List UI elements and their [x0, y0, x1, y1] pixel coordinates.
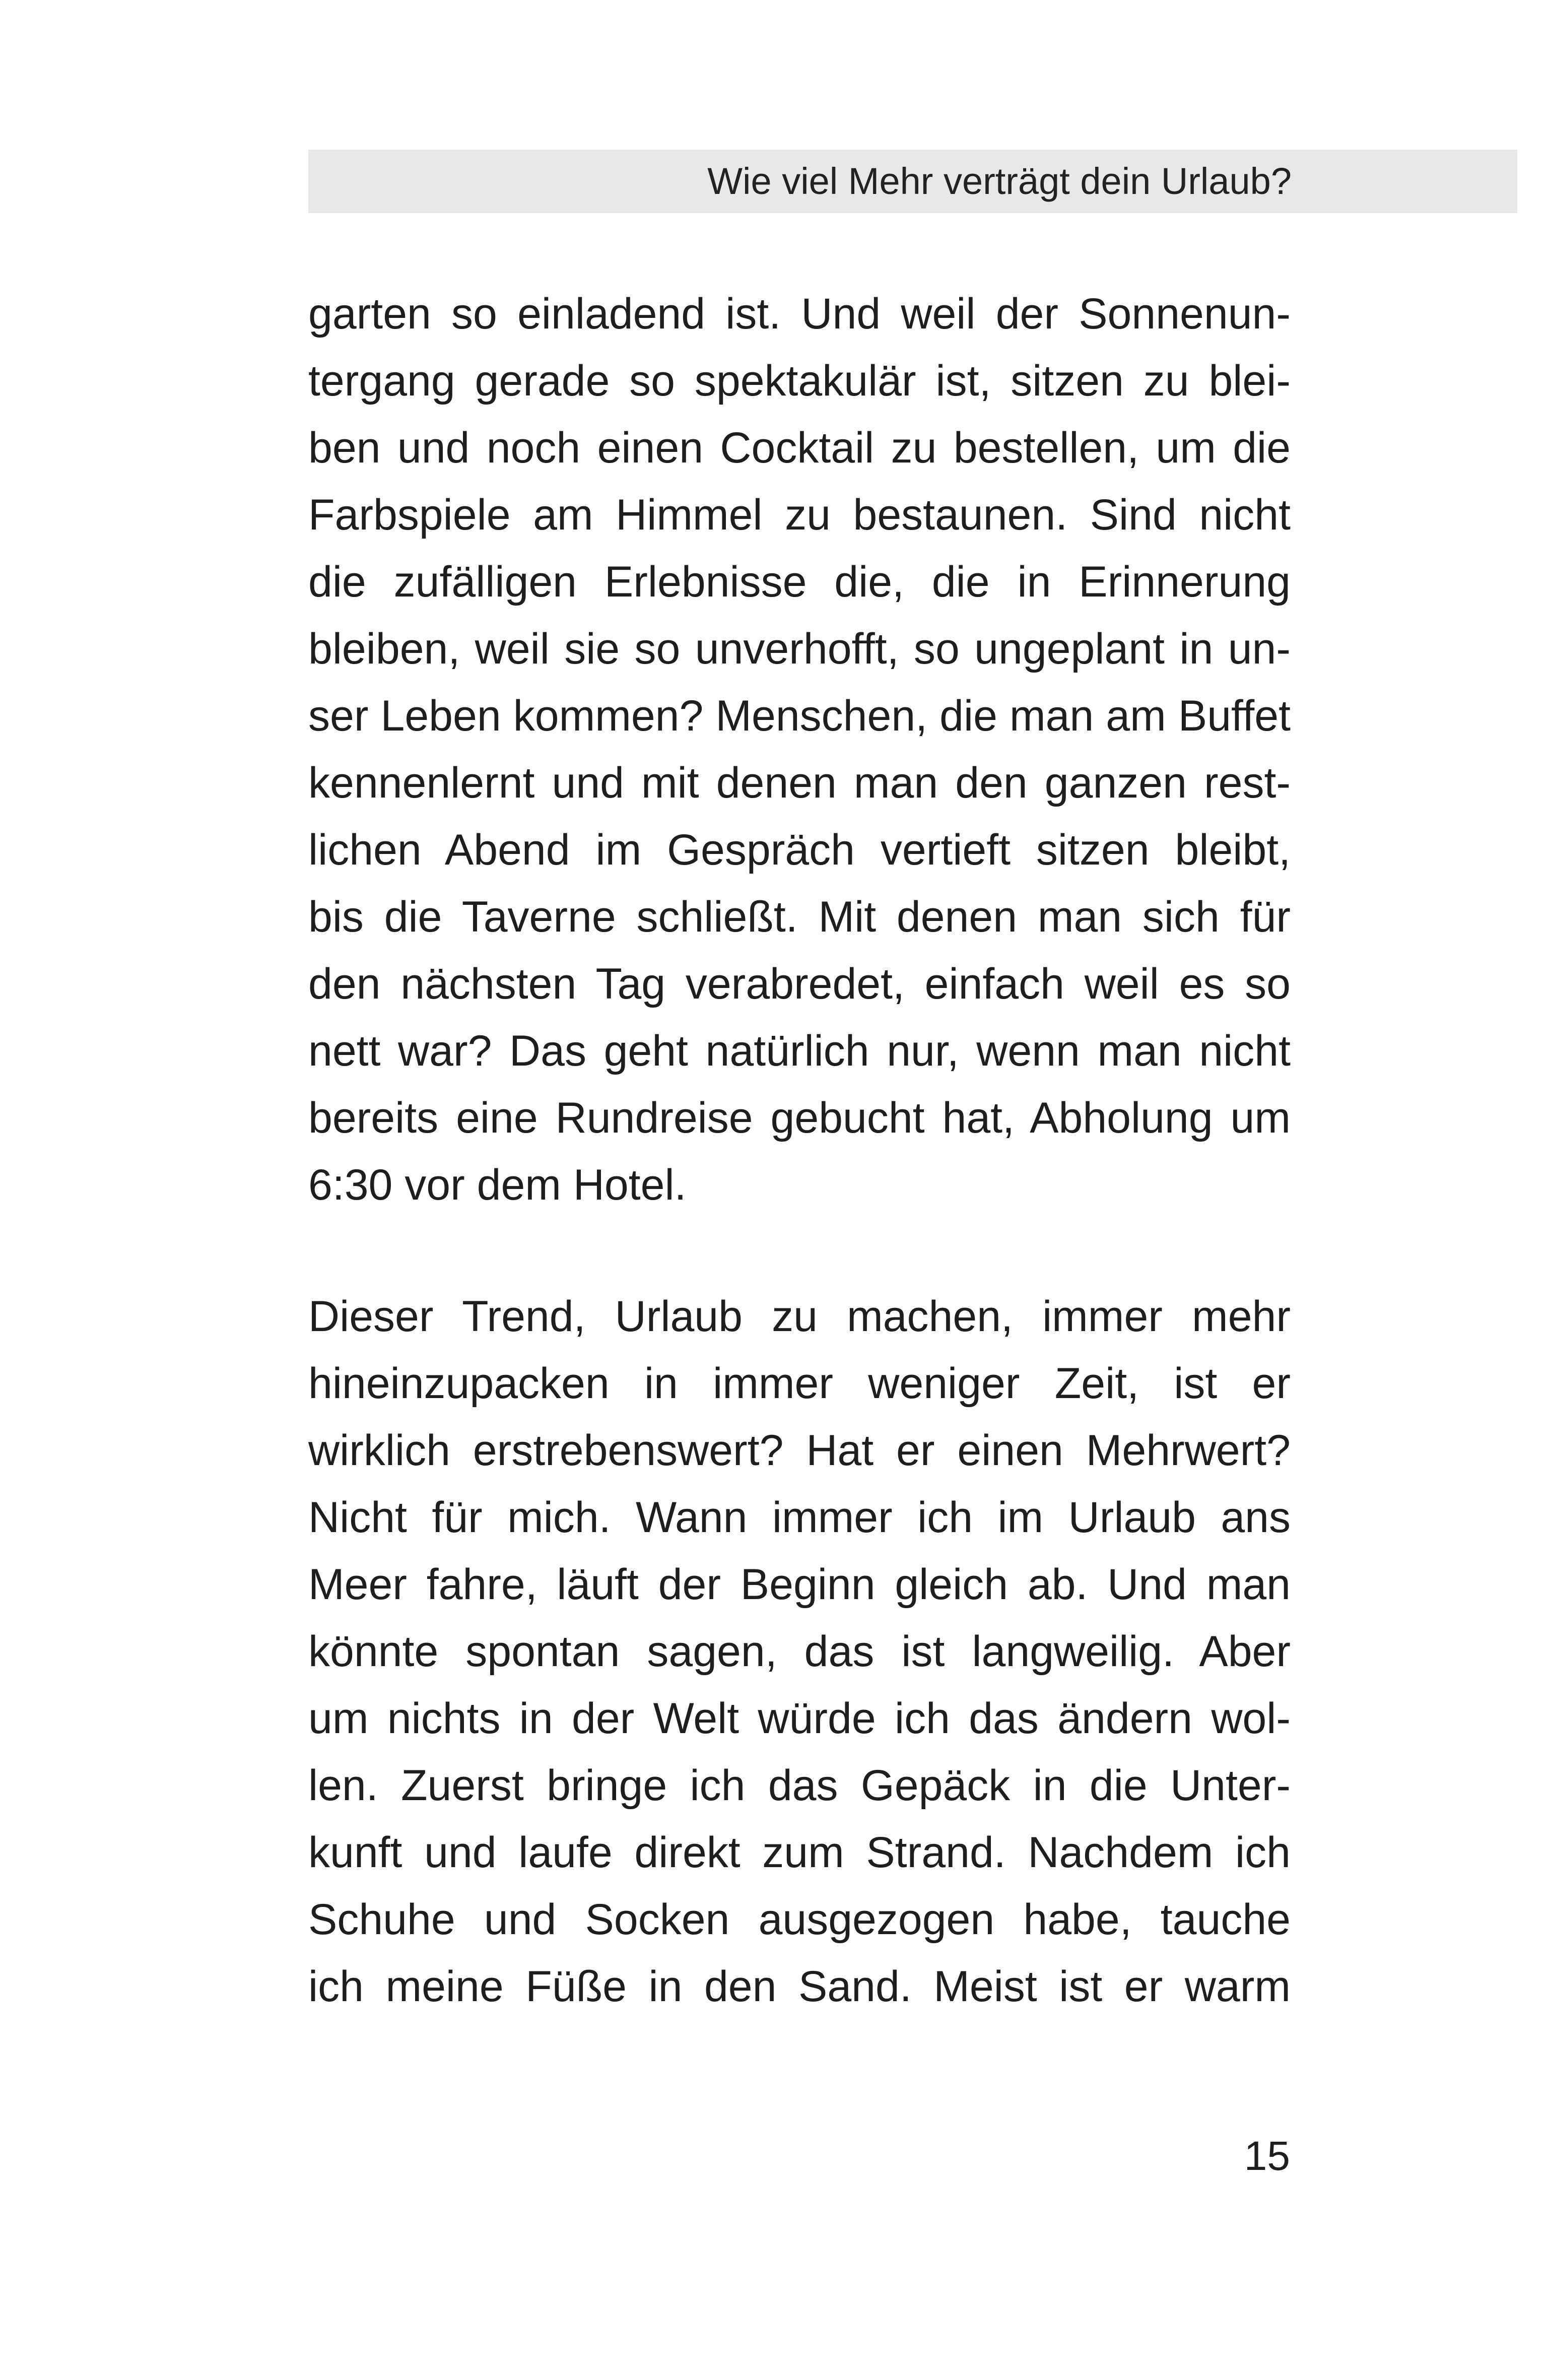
text-line: ser Leben kommen? Menschen, die man am Buffet: [308, 692, 1291, 740]
text-line: hineinzupacken in immer weniger Zeit, ist er: [308, 1359, 1291, 1408]
text-line: Dieser Trend, Urlaub zu machen, immer mehr: [308, 1292, 1291, 1341]
text-line: garten so einladend ist. Und weil der Sonnenun-: [308, 290, 1291, 338]
text-line: nett war? Das geht natürlich nur, wenn man nicht: [308, 1027, 1291, 1075]
text-line: Farbspiele am Himmel zu bestaunen. Sind nicht: [308, 491, 1291, 539]
running-title: Wie viel Mehr verträgt dein Urlaub?: [707, 160, 1292, 202]
text-line: bleiben, weil sie so unverhofft, so ungeplant in un-: [308, 625, 1291, 673]
text-line: tergang gerade so spektakulär ist, sitzen zu blei-: [308, 357, 1291, 405]
text-line: bereits eine Rundreise gebucht hat, Abholung um: [308, 1094, 1291, 1142]
text-line: Schuhe und Socken ausgezogen habe, tauche: [308, 1895, 1291, 1944]
body-paragraph-2: [308, 1283, 1291, 2020]
page-number: 15: [1244, 2133, 1290, 2179]
text-line: kunft und laufe direkt zum Strand. Nachdem ich: [308, 1828, 1291, 1877]
text-line: wirklich erstrebenswert? Hat er einen Mehrwert?: [308, 1426, 1291, 1475]
text-line: könnte spontan sagen, das ist langweilig. Aber: [308, 1627, 1291, 1676]
text-line: Nicht für mich. Wann immer ich im Urlaub ans: [308, 1493, 1291, 1542]
text-line: Meer fahre, läuft der Beginn gleich ab. Und man: [308, 1560, 1291, 1609]
text-line: ich meine Füße in den Sand. Meist ist er warm: [308, 1962, 1291, 2011]
text-line: bis die Taverne schließt. Mit denen man sich für: [308, 893, 1291, 941]
text-line: len. Zuerst bringe ich das Gepäck in die Unter-: [308, 1761, 1291, 1810]
text-line: ben und noch einen Cocktail zu bestellen, um die: [308, 424, 1291, 472]
text-line: den nächsten Tag verabredet, einfach weil es so: [308, 960, 1291, 1008]
text-line: um nichts in der Welt würde ich das ändern wol-: [308, 1694, 1291, 1743]
text-line: lichen Abend im Gespräch vertieft sitzen bleibt,: [308, 826, 1291, 874]
running-header: [308, 150, 1517, 213]
text-line: 6:30 vor dem Hotel.: [308, 1161, 687, 1209]
text-line: die zufälligen Erlebnisse die, die in Erinnerung: [308, 558, 1291, 606]
body-paragraph-1: [308, 281, 1291, 1219]
text-line: kennenlernt und mit denen man den ganzen rest-: [308, 759, 1291, 807]
